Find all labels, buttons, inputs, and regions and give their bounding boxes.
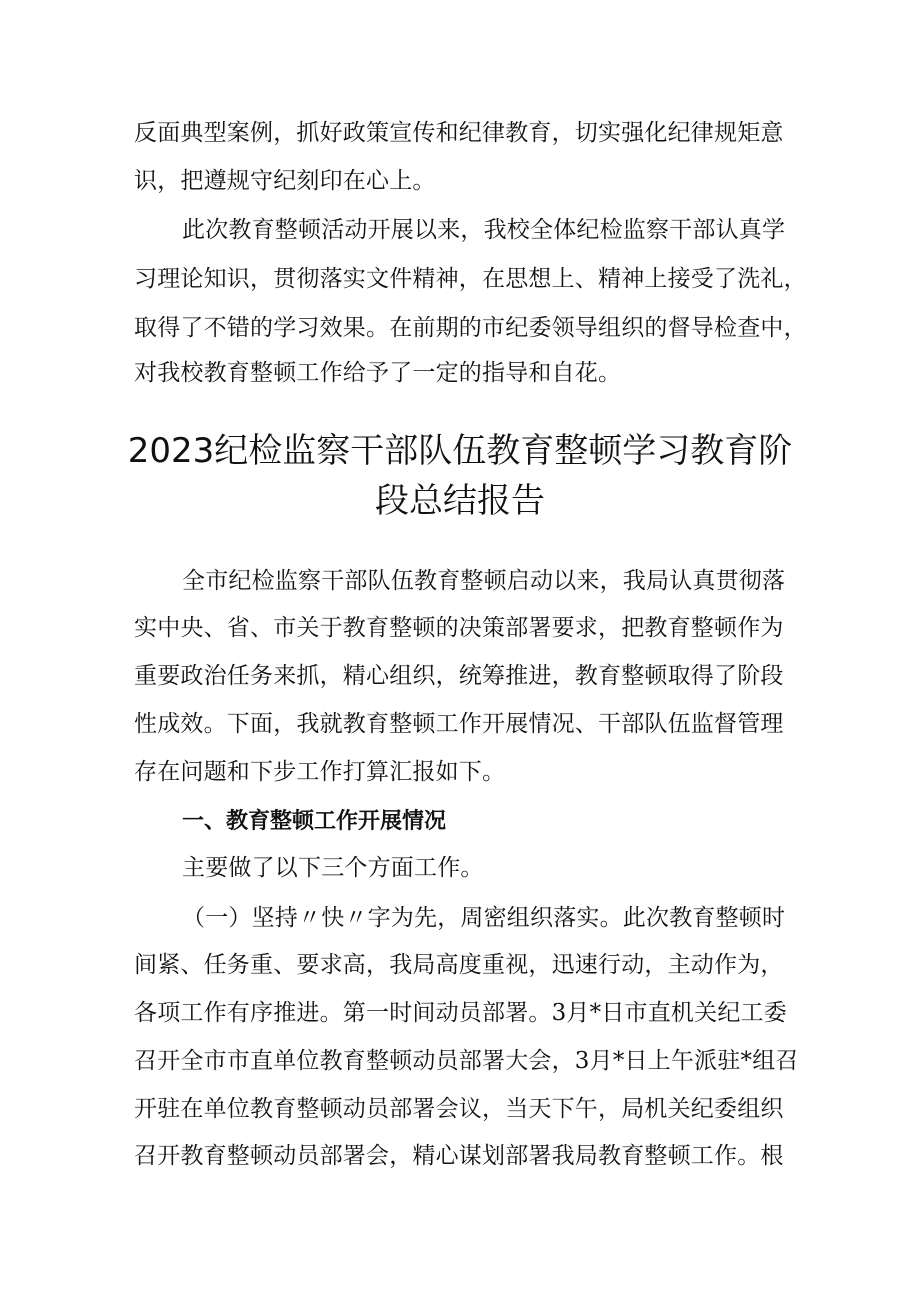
paragraph-5-line-3: 各项工作有序推进。第一时间动员部署。3月*日市直机关纪工委 [134, 1000, 787, 1026]
paragraph-1-line-1: 反面典型案例，抓好政策宣传和纪律教育，切实强化纪律规矩意 [134, 120, 784, 146]
document-title-line-1: 2023纪检监察干部队伍教育整顿学习教育阶 [127, 431, 793, 471]
document-title-line-2: 段总结报告 [375, 481, 545, 521]
paragraph-5-line-5: 开驻在单位教育整顿动员部署会议，当天下午，局机关纪委组织 [134, 1096, 784, 1122]
paragraph-2-line-1: 此次教育整顿活动开展以来，我校全体纪检监察干部认真学 [182, 217, 786, 243]
section-heading-1: 一、教育整顿工作开展情况 [182, 809, 447, 834]
paragraph-3-line-1: 全市纪检监察干部队伍教育整顿启动以来，我局认真贯彻落 [182, 568, 786, 594]
paragraph-2-line-4: 对我校教育整顿工作给予了一定的指导和自花。 [134, 360, 622, 386]
paragraph-4: 主要做了以下三个方面工作。 [182, 855, 484, 881]
paragraph-3-line-2: 实中央、省、市关于教育整顿的决策部署要求，把教育整顿作为 [134, 615, 784, 641]
paragraph-5-line-1: （一）坚持〃快〃字为先，周密组织落实。此次教育整顿时 [182, 905, 786, 931]
paragraph-5-line-2: 间紧、任务重、要求高，我局高度重视，迅速行动，主动作为， [134, 952, 784, 978]
paragraph-2-line-3: 取得了不错的学习效果。在前期的市纪委领导组织的督导检查中， [134, 315, 807, 341]
paragraph-5-line-4: 召开全市市直单位教育整顿动员部署大会，3月*日上午派驻*组召 [134, 1048, 799, 1074]
paragraph-2-line-2: 习理论知识，贯彻落实文件精神，在思想上、精神上接受了洗礼， [134, 266, 807, 292]
paragraph-3-line-4: 性成效。下面，我就教育整顿工作开展情况、干部队伍监督管理 [134, 711, 784, 737]
paragraph-5-line-6: 召开教育整顿动员部署会，精心谋划部署我局教育整顿工作。根 [134, 1143, 784, 1169]
paragraph-3-line-5: 存在问题和下步工作打算汇报如下。 [134, 759, 506, 785]
paragraph-3-line-3: 重要政治任务来抓，精心组织，统筹推进，教育整顿取得了阶段 [134, 663, 784, 689]
paragraph-1-line-2: 识，把遵规守纪刻印在心上。 [134, 168, 436, 194]
